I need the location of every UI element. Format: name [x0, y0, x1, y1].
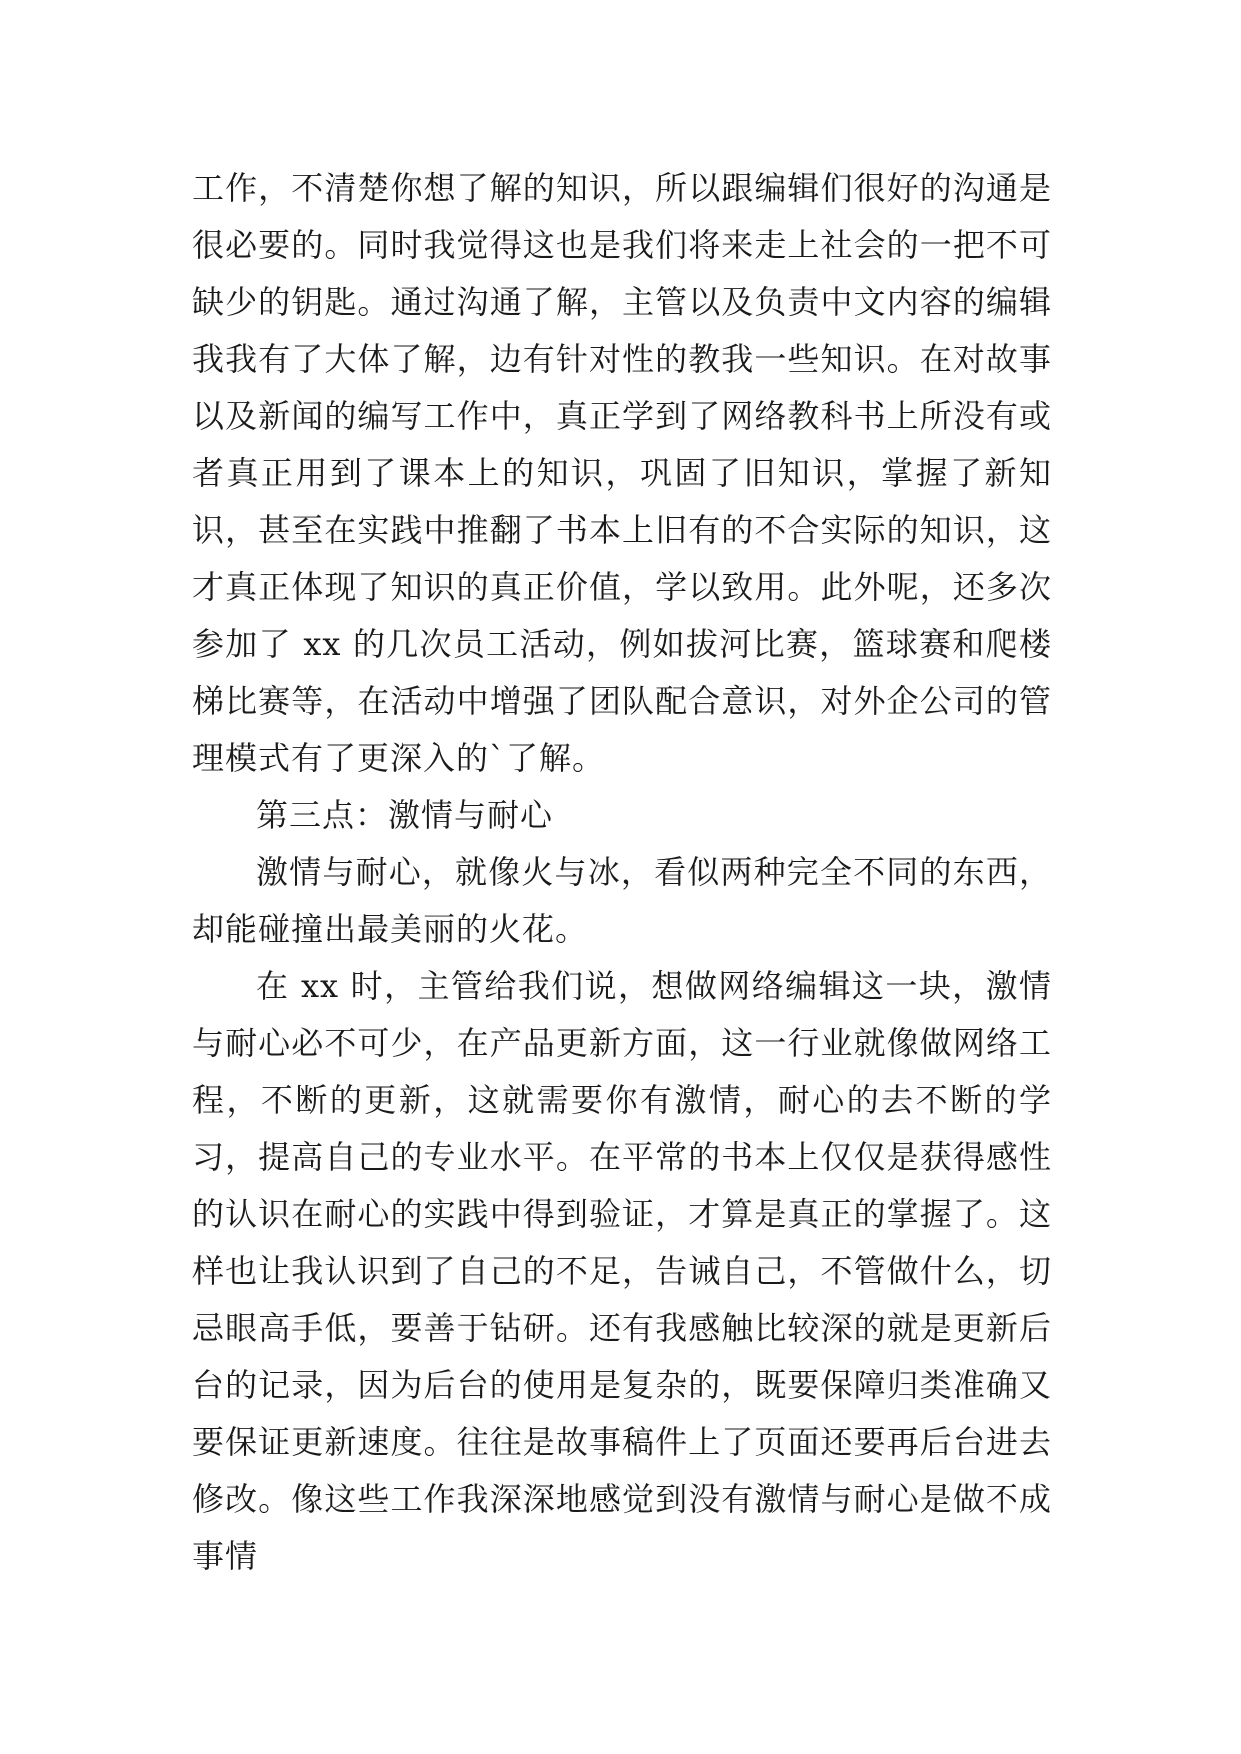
paragraph-passion-patience: 激情与耐心，就像火与冰，看似两种完全不同的东西，却能碰撞出最美丽的火花。: [192, 853, 1052, 948]
paragraph-xx-experience: 在 xx 时，主管给我们说，想做网络编辑这一块，激情与耐心必不可少，在产品更新方面，这一行业就像做网络工程，不断的更新，这就需要你有激情，耐心的去不断的学习，提高自己的专业水平。在平常的书本上仅仅是获得感性的认识在耐心的实践中得到验证，才算是真正的掌握了。这样也让我认识到了自己的不足，告诫自己，不管做什么，切忌眼高手低，要善于钻研。还有我感触比较深的就是更新后台的记录，因为后台的使用是复杂的，既要保障归类准确又要保证更新速度。往往是故事稿件上了页面还要再后台进去修改。像这些工作我深深地感觉到没有激情与耐心是做不成事情: [192, 967, 1052, 1575]
section-heading: 第三点：激情与耐心: [256, 796, 554, 834]
paragraph-continuation: 工作，不清楚你想了解的知识，所以跟编辑们很好的沟通是很必要的。同时我觉得这也是我们将来走上社会的一把不可缺少的钥匙。通过沟通了解，主管以及负责中文内容的编辑我我有了大体了解，边有针对性的教我一些知识。在对故事以及新闻的编写工作中，真正学到了网络教科书上所没有或者真正用到了课本上的知识，巩固了旧知识，掌握了新知识，甚至在实践中推翻了书本上旧有的不合实际的知识，这才真正体现了知识的真正价值，学以致用。此外呢，还多次参加了 xx 的几次员工活动，例如拔河比赛，篮球赛和爬楼梯比赛等，在活动中增强了团队配合意识，对外企公司的管理模式有了更深入的`了解。: [192, 169, 1052, 777]
document-body: [192, 160, 1052, 1585]
